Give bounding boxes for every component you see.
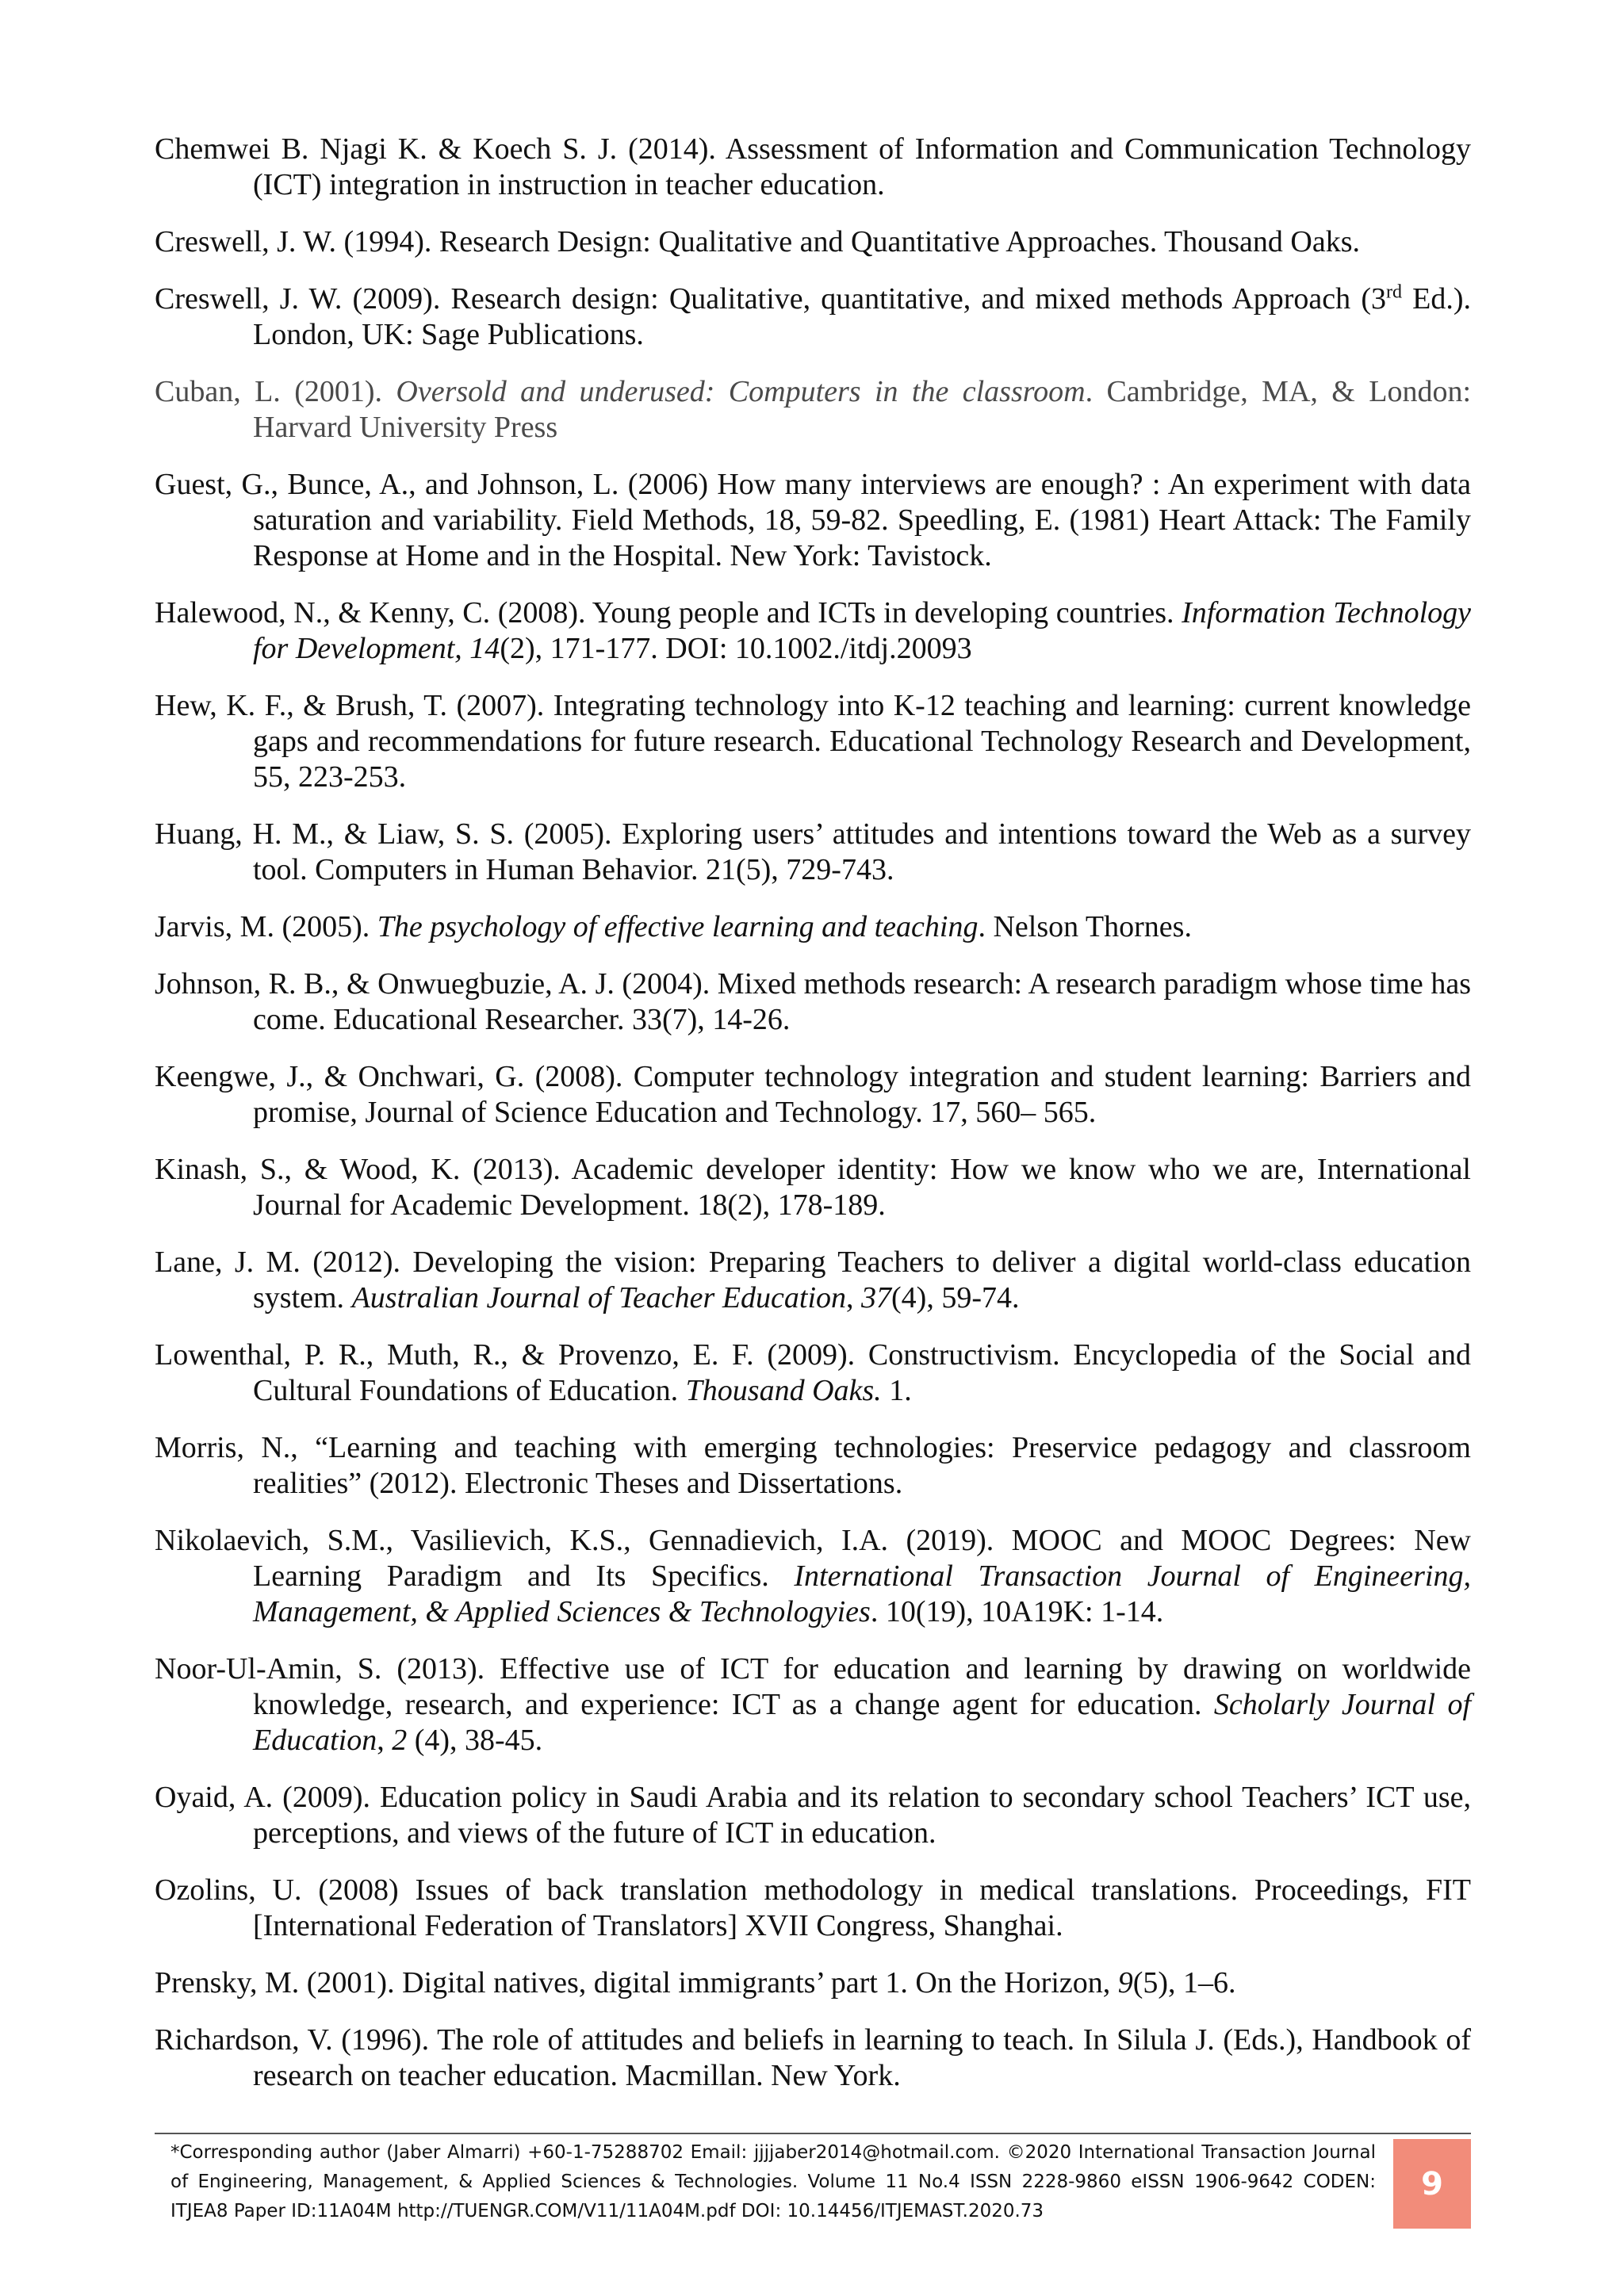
reference-item: Lane, J. M. (2012). Developing the vision: Preparing Teachers to deliver a digital world-class education system. Australian Journal of Teacher Education, 37(4), 59-74. [155,1246,1471,1314]
reference-item: Guest, G., Bunce, A., and Johnson, L. (2006) How many interviews are enough? : An experiment with data saturation and variability. Field Methods, 18, 59-82. Speedling, E. (1981) Heart Attack: The Family Response at Home and in the Hospital. New York: Tavistock. [155,468,1471,572]
reference-item: Prensky, M. (2001). Digital natives, digital immigrants’ part 1. On the Horizon, 9(5), 1–6. [155,1966,1236,1999]
reference-item: Richardson, V. (1996). The role of attitudes and beliefs in learning to teach. In Silula J. (Eds.), Handbook of research on teacher education. Macmillan. New York. [155,2023,1471,2092]
reference-item: Keengwe, J., & Onchwari, G. (2008). Computer technology integration and student learning: Barriers and promise, Journal of Science Education and Technology. 17, 560– 565. [155,1060,1471,1129]
reference-item: Ozolins, U. (2008) Issues of back translation methodology in medical translations. Proceedings, FIT [International Federation of Translators] XVII Congress, Shanghai. [155,1873,1471,1942]
footer-citation: *Corresponding author (Jaber Almarri) +60-1-75288702 Email: jjjjaber2014@hotmail.com. ©2020 International Transaction Journal of Engineering, Management, & Applied Sciences & Technologies. Volume 11 No.4 ISSN 2228-9860 eISSN 1906-9642 CODEN: ITJEA8 Paper ID:11A04M http://TUENGR.COM/V11/11A04M.pdf DOI: 10.14456/ITJEMAST.2020.73 [170,2142,1376,2221]
reference-item: Jarvis, M. (2005). The psychology of effective learning and teaching. Nelson Thornes. [155,910,1192,943]
reference-item: Nikolaevich, S.M., Vasilievich, K.S., Gennadievich, I.A. (2019). MOOC and MOOC Degrees: New Learning Paradigm and Its Specifics. International Transaction Journal of Engineering, Management, & Applied Sciences & Technologyies. 10(19), 10A19K: 1-14. [155,1524,1471,1628]
reference-item: Creswell, J. W. (1994). Research Design: Qualitative and Quantitative Approaches. Thousand Oaks. [155,225,1361,258]
footer-divider [155,2133,1471,2134]
reference-item: Johnson, R. B., & Onwuegbuzie, A. J. (2004). Mixed methods research: A research paradigm whose time has come. Educational Researcher. 33(7), 14-26. [155,967,1471,1036]
reference-item: Creswell, J. W. (2009). Research design: Qualitative, quantitative, and mixed methods Approach (3rd Ed.). London, UK: Sage Publications. [155,281,1472,351]
reference-item: Lowenthal, P. R., Muth, R., & Provenzo, E. F. (2009). Constructivism. Encyclopedia of the Social and Cultural Foundations of Education. Thousand Oaks. 1. [155,1338,1471,1407]
reference-item: Hew, K. F., & Brush, T. (2007). Integrating technology into K-12 teaching and learning: current knowledge gaps and recommendations for future research. Educational Technology Research and Development, 55, 223-253. [155,689,1471,794]
reference-item: Cuban, L. (2001). Oversold and underused: Computers in the classroom. Cambridge, MA, & London: Harvard University Press [155,375,1472,444]
reference-item: Kinash, S., & Wood, K. (2013). Academic developer identity: How we know who we are, International Journal for Academic Development. 18(2), 178-189. [155,1153,1471,1222]
reference-list [155,132,1471,2115]
page-number-badge: 9 [1393,2139,1471,2229]
reference-item: Oyaid, A. (2009). Education policy in Saudi Arabia and its relation to secondary school Teachers’ ICT use, perceptions, and views of the future of ICT in education. [155,1781,1471,1850]
reference-item: Chemwei B. Njagi K. & Koech S. J. (2014). Assessment of Information and Communication Technology (ICT) integration in instruction in teacher education. [155,132,1471,201]
reference-item: Huang, H. M., & Liaw, S. S. (2005). Exploring users’ attitudes and intentions toward the Web as a survey tool. Computers in Human Behavior. 21(5), 729-743. [155,817,1471,886]
reference-item: Halewood, N., & Kenny, C. (2008). Young people and ICTs in developing countries. Information Technology for Development, 14(2), 171-177. DOI: 10.1002./itdj.20093 [155,596,1471,665]
reference-item: Morris, N., “Learning and teaching with emerging technologies: Preservice pedagogy and classroom realities” (2012). Electronic Theses and Dissertations. [155,1431,1471,1500]
reference-item: Noor-Ul-Amin, S. (2013). Effective use of ICT for education and learning by drawing on worldwide knowledge, research, and experience: ICT as a change agent for education. Scholarly Journal of Education, 2 (4), 38-45. [155,1652,1471,1757]
